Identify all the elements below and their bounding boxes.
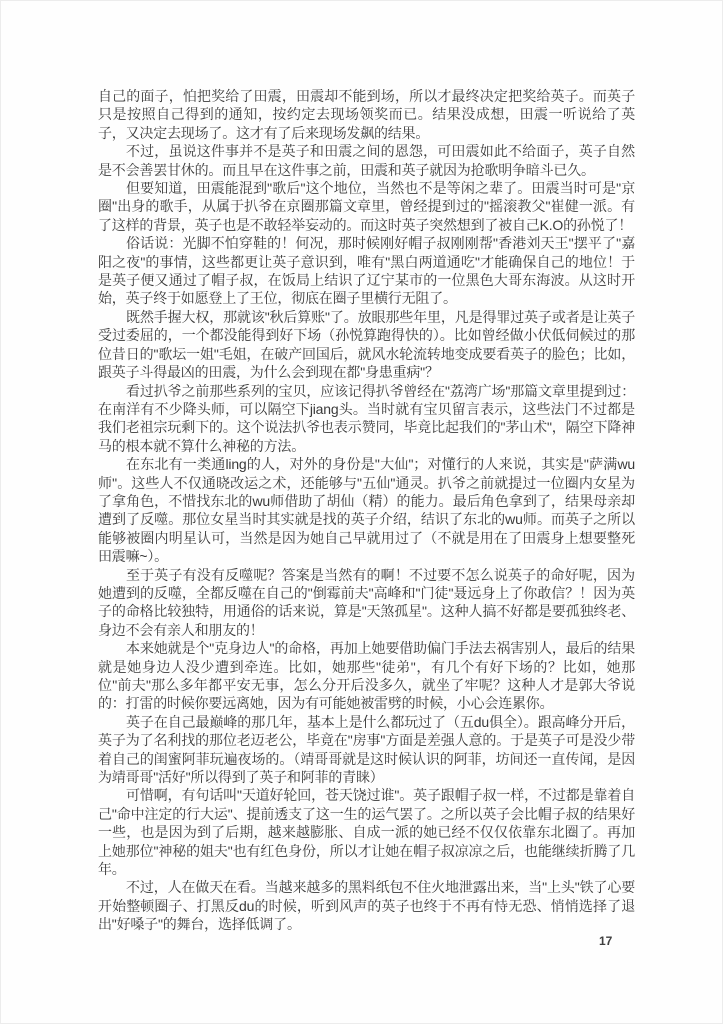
paragraph: 既然手握大权，那就该"秋后算账"了。放眼那些年里，凡是得罪过英子或者是让英子受过委屈的，一个都没能得到好下场（孙悦算跑得快的）。比如曾经做小伏低伺候过的那位昔日的"歌坛一姐"毛姐，在破产回国后，就风水轮流转地变成要看英子的脸色；比如，跟英子斗得最凶的田震，为什么会到现在都"身患重病"？	[98, 308, 635, 381]
page-number: 17	[599, 934, 613, 948]
paragraph: 自己的面子，怕把奖给了田震，田震却不能到场，所以才最终决定把奖给英子。而英子只是按照自己得到的通知，按约定去现场领奖而已。结果没成想，田震一听说给了英子，又决定去现场了。这才有了后来现场发飙的结果。	[98, 88, 635, 141]
paragraph: 至于英子有没有反噬呢？答案是当然有的啊！不过要不怎么说英子的命好呢，因为她遭到的反噬，全都反噬在自己的"倒霉前夫"高峰和"门徒"聂远身上了你敢信？！因为英子的命格比较独特，用通俗的话来说，算是"天煞孤星"。这种人搞不好都是要孤独终老、身边不会有亲人和朋友的！	[98, 566, 635, 638]
paragraph: 不过，人在做天在看。当越来越多的黑料纸包不住火地泄露出来，当"上头"铁了心要开始整顿圈子、打黑反du的时候，听到风声的英子也终于不再有恃无恐、悄悄选择了退出"好嗓子"的舞台，选择低调了。	[98, 879, 635, 933]
paragraph: 但要知道，田震能混到"歌后"这个地位，当然也不是等闲之辈了。田震当时可是"京圈"出身的歌手，从属于扒爷在京圈那篇文章里，曾经提到过的"摇滚教父"崔健一派。有了这样的背景，英子也是不敢轻举妄动的。而这时英子突然想到了被自己K.O的孙悦了！	[98, 180, 635, 233]
paragraph: 看过扒爷之前那些系列的宝贝，应该记得扒爷曾经在"荔湾广场"那篇文章里提到过：在南洋有不少降头师，可以隔空下jiang头。当时就有宝贝留言表示，这些法门不过都是我们老祖宗玩剩下的。这个说法扒爷也表示赞同，毕竟比起我们的"茅山术"，隔空下降神马的根本就不算什么神秘的方法。	[98, 382, 635, 454]
paragraph: 英子在自己最巅峰的那几年，基本上是什么都玩过了（五du俱全）。跟高峰分开后，英子为了名利找的那位老迈老公，毕竟在"房事"方面是差强人意的。于是英子可是没少带着自己的闺蜜阿菲玩遍夜场的。（靖哥哥就是这时候认识的阿菲，坊间还一直传闻，是因为靖哥哥"活好"所以得到了英子和阿菲的青睐）	[98, 713, 635, 786]
page-body	[98, 87, 635, 934]
paragraph: 不过，虽说这件事并不是英子和田震之间的恩怨，可田震如此不给面子，英子自然是不会善罢甘休的。而且早在这件事之前，田震和英子就因为抢歌明争暗斗已久。	[98, 143, 635, 178]
paragraph: 本来她就是个"克身边人"的命格，再加上她要借助偏门手法去祸害别人，最后的结果就是她身边人没少遭到牵连。比如，她那些"徒弟"，有几个有好下场的？比如，她那位"前夫"那么多年都平安无事，怎么分开后没多久，就坐了牢呢？这种人才是郭大爷说的：打雷的时候你要远离她，因为有可能她被雷劈的时候，小心会连累你。	[98, 640, 635, 712]
paragraph: 可惜啊，有句话叫"天道好轮回，苍天饶过谁"。英子跟帽子叔一样，不过都是靠着自己"命中注定的行大运"、提前透支了这一生的运气罢了。之所以英子会比帽子叔的结果好一些，也是因为到了后期，越来越膨胀、自成一派的她已经不仅仅依靠东北圈了。再加上她那位"神秘的姐夫"也有红色身份，所以才让她在帽子叔凉凉之后，也能继续折腾了几年。	[98, 787, 635, 878]
paragraph: 俗话说：光脚不怕穿鞋的！何况，那时候刚好帽子叔刚刚帮"香港刘天王"摆平了"嘉阳之夜"的事情，这些都更让英子意识到，唯有"黑白两道通吃"才能确保自己的地位！于是英子便又通过了帽子叔，在饭局上结识了辽宁某市的一位黑色大哥东海波。从这时开始，英子终于如愿登上了王位，彻底在圈子里横行无阻了。	[98, 235, 635, 307]
paragraph: 在东北有一类通ling的人，对外的身份是"大仙"；对懂行的人来说，其实是"萨满wu师"。这些人不仅通晓改运之术，还能够与"五仙"通灵。扒爷之前就提过一位圈内女星为了拿角色，不惜找东北的wu师借助了胡仙（精）的能力。最后角色拿到了，结果母亲却遭到了反噬。那位女星当时其实就是找的英子介绍，结识了东北的wu师。而英子之所以能够被圈内明星认可，当然是因为她自己早就用过了（不就是用在了田震身上想要整死田震嘛~）。	[98, 456, 635, 565]
